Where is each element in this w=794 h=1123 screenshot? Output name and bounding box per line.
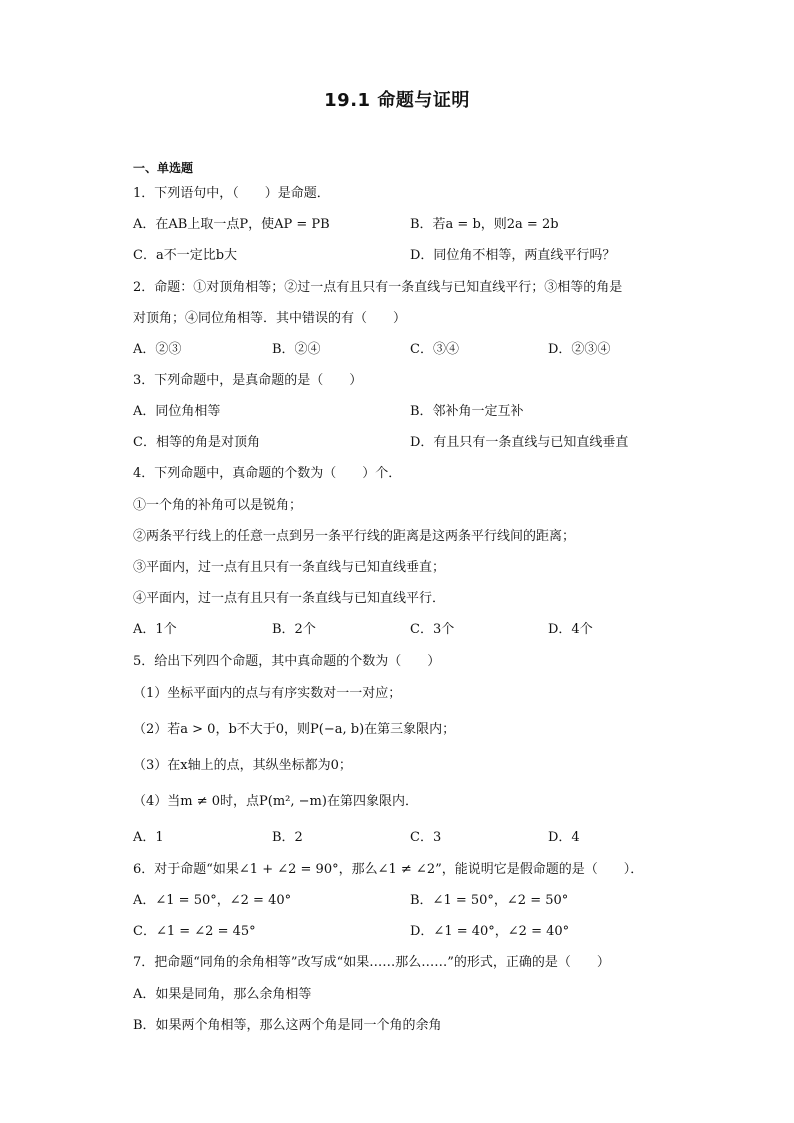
q5-statement-1: （1）坐标平面内的点与有序实数对一一对应；: [133, 686, 402, 701]
question-7-stem: 7．把命题“同角的余角相等”改写成“如果……那么……”的形式，正确的是（ ）: [133, 955, 610, 970]
section-heading: 一、单选题: [133, 161, 194, 175]
q4-statement-2: ②两条平行线上的任意一点到另一条平行线的距离是这两条平行线间的距离；: [133, 529, 576, 544]
q7-option-b: B．如果两个角相等，那么这两个角是同一个角的余角: [133, 1018, 442, 1033]
q2-option-a: A．②③: [133, 342, 182, 357]
question-5-stem: 5．给出下列四个命题，其中真命题的个数为（ ）: [133, 654, 441, 669]
q1-option-b: B．若a = b，则2a = 2b: [410, 217, 559, 232]
q2-option-c: C．③④: [410, 342, 459, 357]
q5-option-c: C．3: [410, 830, 442, 845]
question-2-stem-line2: 对顶角；④同位角相等．其中错误的有（ ）: [133, 311, 407, 326]
q3-option-c: C．相等的角是对顶角: [133, 435, 260, 450]
question-2-stem-line1: 2．命题：①对顶角相等；②过一点有且只有一条直线与已知直线平行；③相等的角是: [133, 280, 623, 295]
q3-option-b: B．邻补角一定互补: [410, 404, 524, 419]
q4-statement-3: ③平面内，过一点有且只有一条直线与已知直线垂直；: [133, 560, 446, 575]
q5-statement-4: （4）当m ≠ 0时，点P(m², −m)在第四象限内．: [133, 794, 418, 809]
q4-option-a: A．1个: [133, 622, 177, 637]
q2-option-b: B．②④: [272, 342, 321, 357]
q6-option-b: B．∠1 = 50°，∠2 = 50°: [410, 893, 569, 908]
q1-option-c: C．a不一定比b大: [133, 248, 238, 263]
q5-statement-2: （2）若a > 0，b不大于0，则P(−a, b)在第三象限内；: [133, 722, 456, 737]
q5-option-d: D．4: [548, 830, 580, 845]
q4-option-d: D．4个: [548, 622, 593, 637]
q1-option-a: A．在AB上取一点P，使AP = PB: [133, 217, 330, 232]
question-6-stem: 6．对于命题“如果∠1 + ∠2 = 90°，那么∠1 ≠ ∠2”，能说明它是假命题的是（ ）．: [133, 862, 644, 877]
q5-option-a: A．1: [133, 830, 164, 845]
q4-option-b: B．2个: [272, 622, 316, 637]
question-3-stem: 3．下列命题中，是真命题的是（ ）: [133, 373, 363, 388]
q6-option-d: D．∠1 = 40°，∠2 = 40°: [410, 924, 570, 939]
q6-option-c: C．∠1 = ∠2 = 45°: [133, 924, 256, 939]
q7-option-a: A．如果是同角，那么余角相等: [133, 987, 312, 1002]
page-title: 19.1 命题与证明: [324, 90, 470, 111]
q6-option-a: A．∠1 = 50°，∠2 = 40°: [133, 893, 292, 908]
q2-option-d: D．②③④: [548, 342, 611, 357]
q5-option-b: B．2: [272, 830, 303, 845]
q3-option-d: D．有且只有一条直线与已知直线垂直: [410, 435, 629, 450]
q4-statement-1: ①一个角的补角可以是锐角；: [133, 498, 303, 513]
question-1-stem: 1．下列语句中，（ ）是命题．: [133, 186, 330, 201]
q4-statement-4: ④平面内，过一点有且只有一条直线与已知直线平行．: [133, 591, 446, 606]
q1-option-d: D．同位角不相等，两直线平行吗？: [410, 248, 616, 263]
question-4-stem: 4．下列命题中，真命题的个数为（ ）个．: [133, 466, 402, 481]
q4-option-c: C．3个: [410, 622, 455, 637]
q5-statement-3: （3）在x轴上的点，其纵坐标都为0；: [133, 758, 352, 773]
q3-option-a: A．同位角相等: [133, 404, 221, 419]
